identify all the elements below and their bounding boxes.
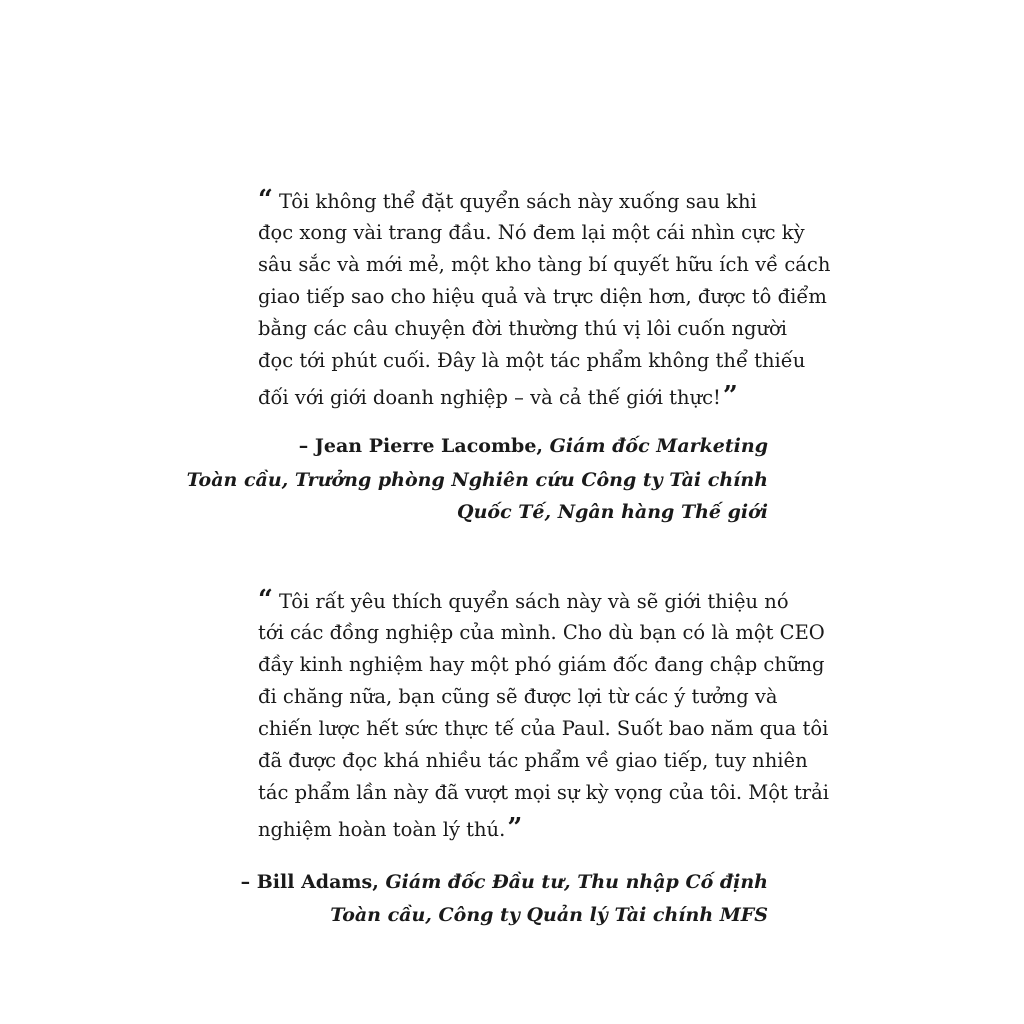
close-quote-mark: ” <box>722 381 738 411</box>
attribution-name: – Bill Adams, <box>240 871 379 893</box>
quote-line: “ Tôi không thể đặt quyển sách này xuống sau khi <box>258 185 757 215</box>
quote-line: đầy kinh nghiệm hay một phó giám đốc đang chập chững <box>258 653 825 676</box>
quote-line: giao tiếp sao cho hiệu quả và trực diện hơn, được tô điểm <box>258 285 827 308</box>
attribution-line: – Bill Adams, Giám đốc Đầu tư, Thu nhập Cố định <box>240 871 768 893</box>
quote-line: tới các đồng nghiệp của mình. Cho dù bạn có là một CEO <box>258 621 825 644</box>
quote-line: bằng các câu chuyện đời thường thú vị lôi cuốn người <box>258 317 788 340</box>
quote-line: đã được đọc khá nhiều tác phẩm về giao tiếp, tuy nhiên <box>258 749 808 772</box>
quote-line: đọc tới phút cuối. Đây là một tác phẩm không thể thiếu <box>258 349 806 372</box>
quote-line: nghiệm hoàn toàn lý thú.” <box>258 813 523 843</box>
close-quote-mark: ” <box>507 813 523 843</box>
open-quote-mark: “ <box>258 585 273 615</box>
quote-line: chiến lược hết sức thực tế của Paul. Suốt bao năm qua tôi <box>258 717 829 740</box>
quote-line: sâu sắc và mới mẻ, một kho tàng bí quyết hữu ích về cách <box>258 253 831 276</box>
attribution-line: Quốc Tế, Ngân hàng Thế giới <box>457 501 768 523</box>
open-quote-mark: “ <box>258 185 273 215</box>
attribution-line: – Jean Pierre Lacombe, Giám đốc Marketing <box>298 435 768 457</box>
attribution-line: Toàn cầu, Trưởng phòng Nghiên cứu Công ty Tài chính <box>186 469 768 491</box>
quote-line: đi chăng nữa, bạn cũng sẽ được lợi từ các ý tưởng và <box>258 685 778 708</box>
attribution-name: – Jean Pierre Lacombe, <box>298 435 544 457</box>
quote-line: tác phẩm lần này đã vượt mọi sự kỳ vọng của tôi. Một trải <box>258 781 829 804</box>
quote-line: đối với giới doanh nghiệp – và cả thế giới thực!” <box>258 381 738 411</box>
quote-line: đọc xong vài trang đầu. Nó đem lại một cái nhìn cực kỳ <box>258 221 805 244</box>
quote-line: “ Tôi rất yêu thích quyển sách này và sẽ giới thiệu nó <box>258 585 789 615</box>
attribution-line: Toàn cầu, Công ty Quản lý Tài chính MFS <box>330 904 768 926</box>
